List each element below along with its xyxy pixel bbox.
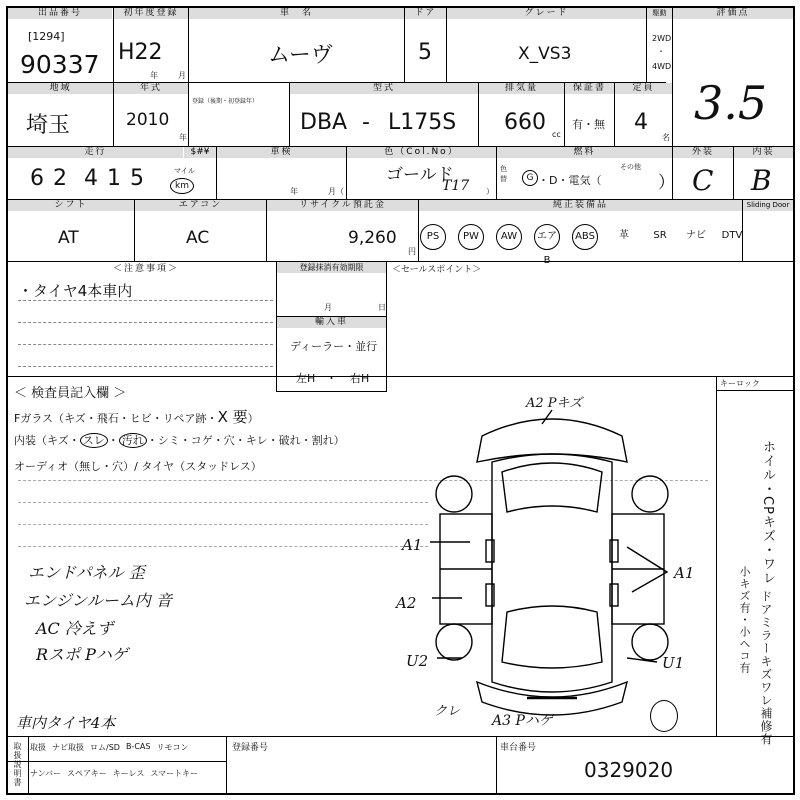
warranty-value: 有・無: [572, 118, 605, 131]
drive-2wd: 2WD: [652, 34, 672, 43]
lot-number: 90337: [20, 50, 100, 79]
capacity-value: 4: [634, 110, 648, 135]
footer-label: ロム/SD: [90, 743, 120, 752]
handwritten-note-2: エンジンルーム内 音: [24, 591, 172, 610]
footer-label: リモコン: [156, 743, 189, 752]
header-displacement: 排気量: [479, 83, 564, 94]
drive-4wd: 4WD: [652, 62, 672, 71]
spare-tire-circle: [650, 700, 678, 732]
grade-value: X_VS3: [518, 44, 572, 64]
handwritten-bottom-note: 車内タイヤ4本: [16, 714, 116, 732]
car-diagram: [402, 402, 702, 732]
inspection-year-unit: 年: [290, 187, 298, 196]
footer-label: ナビ取扱: [52, 743, 84, 752]
header-option: Sliding Door: [743, 200, 793, 211]
frame-no-label: 車台番号: [500, 743, 537, 753]
score-value: 3.5: [694, 76, 768, 130]
header-warranty: 保証書: [565, 83, 614, 94]
color-code: T17: [442, 178, 470, 194]
inspection-close: ）: [486, 187, 494, 196]
import-header: 輸入車: [277, 317, 386, 328]
mark-kure: クレ: [434, 704, 461, 719]
fuel-other-label: その他: [620, 163, 641, 171]
header-doors: ドア: [405, 8, 446, 19]
header-exterior: 外装: [673, 147, 733, 158]
first-reg-year-unit: 年: [150, 71, 158, 80]
import-right-hand: 右H: [350, 372, 370, 385]
mark-left-2: A2: [396, 594, 417, 612]
notes-line-1: ・タイヤ4本車内: [18, 282, 133, 300]
mark-top: A2 Pキズ: [526, 396, 583, 411]
equipment-革: 革: [619, 230, 629, 241]
model-year-note: 登録（後期・初登録年）: [192, 98, 259, 105]
notes-header: ＜注意事項＞: [18, 264, 274, 275]
reg-expiry-month: 月: [324, 303, 332, 312]
header-mileage: 走行: [8, 147, 183, 158]
car-name: ムーヴ: [268, 43, 333, 68]
import-sep: ・: [326, 372, 337, 385]
glass-mark: X 要: [217, 408, 248, 426]
equipment-aw: AW: [496, 224, 522, 250]
side-text-small-damage: 小キズ有・小ヘコ有: [738, 566, 751, 674]
color-name: ゴールド: [386, 165, 454, 185]
mileage-digits: [30, 166, 153, 191]
inspector-line-2: 内装（キズ・ スレ ・ 汚れ ・シミ・コゲ・穴・キレ・破れ・割れ）: [14, 434, 345, 447]
equipment-エアb: エアB: [534, 224, 560, 250]
header-drive: 駆動: [647, 8, 672, 19]
header-color: 色（Col.No）: [347, 147, 496, 158]
side-text-wheel: ホイル・CPキズ・ワレ: [760, 440, 775, 585]
color-label: 色替: [500, 165, 507, 183]
drive-sep: ・: [657, 47, 665, 56]
header-equipment: 純正装備品: [419, 200, 742, 211]
mark-bottom: A3 Pハゲ: [492, 713, 553, 729]
footer-row-1: [30, 742, 188, 753]
region-value: 埼玉: [26, 113, 71, 138]
header-grade: グレード: [447, 8, 646, 19]
reg-no-label: 登録番号: [232, 743, 269, 753]
footer-side-label: 取扱説明書: [13, 742, 22, 787]
header-first-reg: 初年度登録: [114, 8, 188, 19]
aircon-value: AC: [186, 228, 210, 248]
model-year-unit: 年: [179, 133, 187, 142]
door-count: 5: [418, 40, 432, 65]
mileage-digit-4: 1: [107, 166, 130, 191]
keylock-header: キーロック: [720, 379, 760, 388]
fuel-gasoline-circled: G: [522, 170, 538, 186]
displacement-unit: cc: [552, 130, 561, 139]
exterior-grade: C: [692, 164, 714, 197]
header-capacity: 定員: [615, 83, 672, 94]
model-dash: -: [362, 110, 370, 135]
equipment-pw: PW: [458, 224, 484, 250]
mark-u2: U2: [406, 652, 429, 670]
first-reg-month-unit: 月: [178, 71, 186, 80]
inspector-line-3: オーディオ（無し・穴）/ タイヤ（スタッドレス）: [14, 460, 262, 473]
auction-number: [1294]: [28, 30, 65, 43]
inspection-month-unit: 月（: [328, 187, 344, 196]
interior-grade: B: [751, 164, 772, 197]
footer-label: スマートキー: [150, 769, 199, 778]
header-mile-flag: $#¥: [184, 147, 216, 158]
import-dealer: ディーラー・並行: [290, 340, 378, 353]
mileage-mile-label: マイル: [174, 167, 195, 175]
header-year: 年式: [114, 83, 188, 94]
fuel-close: ）: [658, 173, 675, 193]
mark-u1: U1: [662, 654, 685, 672]
header-car-name: 車 名: [189, 8, 404, 19]
header-shift: シフト: [8, 200, 134, 211]
equipment-ナビ: ナビ: [686, 230, 706, 241]
inspector-header: ＜ 検査員記入欄 ＞: [14, 386, 127, 401]
model-prefix: DBA: [300, 110, 348, 135]
handwritten-note-3: AC 冷えず: [36, 619, 113, 638]
interior-rest: ・シミ・コゲ・穴・キレ・破れ・割れ）: [146, 434, 345, 447]
header-recycle: リサイクル預託金: [267, 200, 418, 211]
recycle-unit: 円: [408, 247, 416, 256]
reg-expiry-header: 登録抹消有効期限: [277, 262, 386, 273]
header-inspection: 車検: [217, 147, 346, 158]
import-left-hand: 左H: [296, 372, 316, 385]
displacement-value: 660: [504, 110, 546, 135]
shift-value: AT: [58, 228, 79, 248]
header-series: 型式: [290, 83, 478, 94]
sales-points-header: ＜セールスポイント＞: [392, 265, 482, 275]
interior-label: 内装（キズ・: [14, 434, 80, 447]
recycle-fee: 9,260: [348, 228, 397, 248]
frame-number: 0329020: [584, 758, 674, 782]
mark-right: A1: [674, 564, 695, 582]
header-lot-no: 出品番号: [8, 8, 112, 19]
glass-label: Fガラス（キズ・飛石・ヒビ・リペア跡・: [14, 412, 218, 425]
model-code: L175S: [388, 110, 457, 135]
mileage-digit-3: 4: [84, 166, 107, 191]
footer-label: ナンバー: [30, 769, 62, 778]
header-region: 地域: [8, 83, 113, 94]
mark-left-1: A1: [402, 536, 423, 554]
glass-close: ）: [247, 412, 259, 425]
equipment-dtv: DTV: [721, 230, 743, 241]
footer-label: スペアキー: [67, 769, 107, 778]
equipment-abs: ABS: [572, 224, 598, 250]
handwritten-note-1: エンドパネル 歪: [28, 563, 145, 582]
reg-expiry-day: 日: [378, 303, 386, 312]
mileage-digit-1: 6: [30, 166, 53, 191]
handwritten-note-4: Rスポ Pハゲ: [36, 645, 128, 664]
first-reg-era: H22: [118, 40, 163, 65]
header-interior: 内装: [734, 147, 793, 158]
footer-label: B-CAS: [125, 742, 151, 751]
side-text-mirror: ドアミラーキズワレ補修有: [759, 590, 773, 746]
header-fuel: 燃料: [497, 147, 672, 158]
mileage-digit-5: 5: [130, 166, 153, 191]
mileage-km-circled: km: [170, 178, 194, 194]
fuel-options: ・D・電気（: [538, 174, 602, 187]
auction-sheet: [6, 6, 795, 795]
interior-scuff-circled: スレ: [80, 433, 108, 448]
equipment-ps: PS: [420, 224, 446, 250]
equipment-sr: SR: [653, 230, 667, 241]
interior-dirt-circled: 汚れ: [119, 433, 147, 448]
model-year: 2010: [126, 110, 170, 130]
capacity-unit: 名: [662, 133, 670, 142]
header-score: 評価点: [673, 8, 793, 19]
footer-label: キーレス: [112, 769, 145, 778]
footer-label: 取扱: [30, 743, 46, 752]
inspector-line-1: [14, 406, 259, 427]
mileage-digit-2: 2: [53, 166, 76, 191]
header-aircon: エアコン: [135, 200, 266, 211]
footer-row-2: [30, 768, 198, 779]
